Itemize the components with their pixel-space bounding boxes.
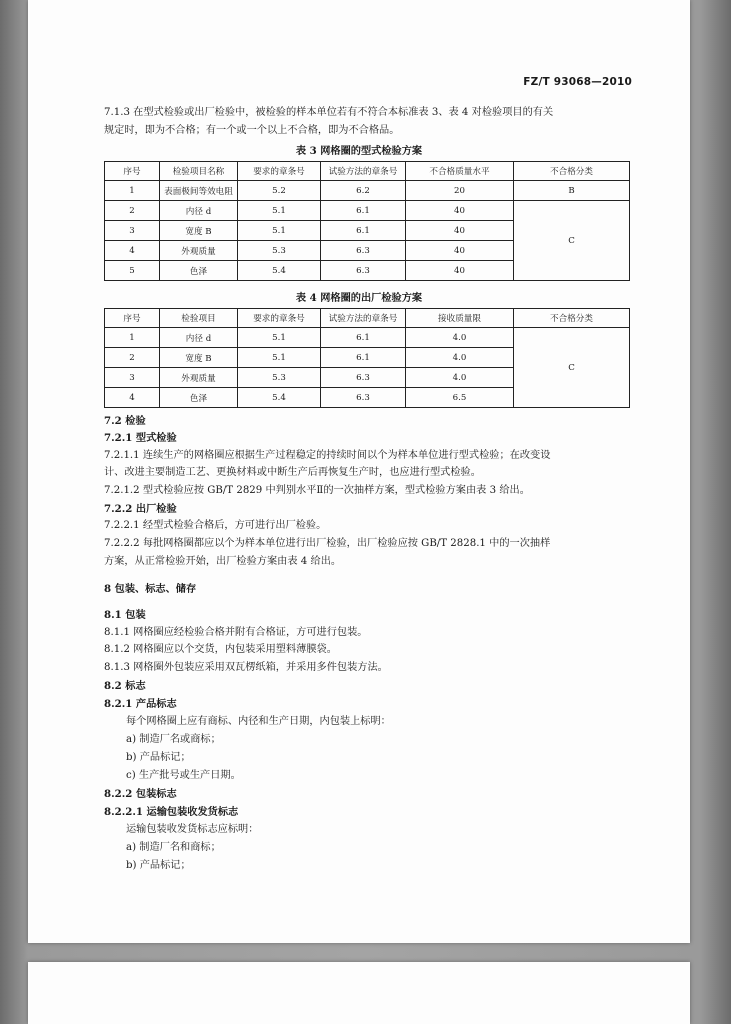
table3-cell: 40 (406, 261, 514, 281)
clause-7-2-2-2-line2: 方案，从正常检验开始，出厂检验方案由表 4 给出。 (104, 556, 342, 567)
table3-header-cell: 序号 (105, 162, 160, 181)
table4-cell: 1 (105, 328, 160, 348)
table4-cell: 5.1 (238, 328, 321, 348)
next-document-page (28, 962, 690, 1024)
table3-cell: 5.4 (238, 261, 321, 281)
table3-cell: 6.3 (321, 241, 406, 261)
table3-cell: 内径 d (160, 201, 238, 221)
table4-caption: 表 4 网格圈的出厂检验方案 (295, 292, 423, 304)
list-item-8-2-1-c: c) 生产批号或生产日期。 (126, 770, 241, 781)
table3-cell: 4 (105, 241, 160, 261)
table3-header-cell: 检验项目名称 (160, 162, 238, 181)
table3-cell: 3 (105, 221, 160, 241)
table4-cell: 4.0 (406, 328, 514, 348)
section-8-heading: 8 包装、标志、储存 (104, 583, 197, 595)
table3-cell: 5.1 (238, 221, 321, 241)
clause-8-1-2: 8.1.2 网格圈应以个交货，内包装采用塑料薄膜袋。 (104, 644, 337, 655)
table3-cell: 2 (105, 201, 160, 221)
table4-cell-merged-class: C (514, 328, 630, 408)
table3-cell: 外观质量 (160, 241, 238, 261)
clause-7-2-1-2: 7.2.1.2 型式检验应按 GB/T 2829 中判别水平Ⅱ的一次抽样方案，型式检验方案由表 3 给出。 (104, 485, 530, 496)
list-item-8-2-2-1-b: b) 产品标记； (126, 860, 191, 871)
table3-cell: B (514, 181, 630, 201)
table3-header-cell: 要求的章条号 (238, 162, 321, 181)
table4-header-cell: 序号 (105, 309, 160, 328)
table4-header-cell: 不合格分类 (514, 309, 630, 328)
table3-cell: 色泽 (160, 261, 238, 281)
table4-cell: 4.0 (406, 348, 514, 368)
table4-cell: 5.4 (238, 388, 321, 408)
table3-cell: 40 (406, 201, 514, 221)
table3-cell-merged-class: C (514, 201, 630, 281)
list-item-8-2-2-1-a: a) 制造厂名和商标； (126, 842, 221, 853)
clause-8-1-1: 8.1.1 网格圈应经检验合格并附有合格证，方可进行包装。 (104, 627, 368, 638)
table4-header-row (105, 309, 630, 328)
table3-cell: 1 (105, 181, 160, 201)
table4-cell: 4.0 (406, 368, 514, 388)
standard-code: FZ/T 93068—2010 (523, 76, 632, 88)
table4-cell: 2 (105, 348, 160, 368)
table4-header-cell: 要求的章条号 (238, 309, 321, 328)
clause-7-2-1-1-line2: 计、改进主要制造工艺、更换材料或中断生产后再恢复生产时，也应进行型式检验。 (104, 467, 481, 478)
table3-row (105, 201, 630, 221)
clause-7-1-3-line1: 7.1.3 在型式检验或出厂检验中，被检验的样本单位若有不符合本标准表 3、表 4 对检验项目的有关 (104, 107, 554, 118)
table3-header-row (105, 162, 630, 181)
table4-cell: 6.3 (321, 368, 406, 388)
section-7-2-heading: 7.2 检验 (104, 415, 146, 427)
table3-cell: 20 (406, 181, 514, 201)
table3-cell: 40 (406, 221, 514, 241)
table4-cell: 3 (105, 368, 160, 388)
table4-cell: 宽度 B (160, 348, 238, 368)
table4 (104, 308, 630, 408)
clause-8-1-3: 8.1.3 网格圈外包装应采用双瓦楞纸箱，并采用多件包装方法。 (104, 662, 388, 673)
list-item-8-2-1-a: a) 制造厂名或商标； (126, 734, 221, 745)
section-8-2-heading: 8.2 标志 (104, 680, 146, 692)
table4-cell: 外观质量 (160, 368, 238, 388)
clause-7-1-3-line2: 规定时，即为不合格；有一个或一个以上不合格，即为不合格品。 (104, 125, 400, 136)
table3-row (105, 181, 630, 201)
clause-8-2-1-text: 每个网格圈上应有商标、内径和生产日期，内包装上标明： (126, 716, 391, 727)
table4-cell: 6.1 (321, 328, 406, 348)
section-8-1-heading: 8.1 包装 (104, 609, 146, 621)
table3-cell: 5 (105, 261, 160, 281)
section-7-2-2-heading: 7.2.2 出厂检验 (104, 503, 177, 515)
section-8-2-1-heading: 8.2.1 产品标志 (104, 698, 177, 710)
clause-7-2-2-1: 7.2.2.1 经型式检验合格后，方可进行出厂检验。 (104, 520, 327, 531)
table4-cell: 5.1 (238, 348, 321, 368)
table4-header-cell: 接收质量限 (406, 309, 514, 328)
clause-7-2-2-2-line1: 7.2.2.2 每批网格圈都应以个为样本单位进行出厂检验，出厂检验应按 GB/T 2828.1 中的一次抽样 (104, 538, 551, 549)
table3 (104, 161, 630, 281)
clause-8-2-2-1-text: 运输包装收发货标志应标明： (126, 824, 259, 835)
table4-cell: 6.3 (321, 388, 406, 408)
table3-cell: 6.1 (321, 201, 406, 221)
table3-cell: 6.2 (321, 181, 406, 201)
table3-caption: 表 3 网格圈的型式检验方案 (295, 145, 423, 157)
table3-cell: 5.1 (238, 201, 321, 221)
section-8-2-2-heading: 8.2.2 包装标志 (104, 788, 177, 800)
table3-cell: 6.1 (321, 221, 406, 241)
table3-cell: 40 (406, 241, 514, 261)
table3-cell: 5.2 (238, 181, 321, 201)
table3-header-cell: 试验方法的章条号 (321, 162, 406, 181)
table3-cell: 6.3 (321, 261, 406, 281)
clause-7-2-1-1-line1: 7.2.1.1 连续生产的网格圈应根据生产过程稳定的持续时间以个为样本单位进行型式检验；在改变设 (104, 450, 551, 461)
table4-cell: 6.5 (406, 388, 514, 408)
table4-header-cell: 试验方法的章条号 (321, 309, 406, 328)
section-7-2-1-heading: 7.2.1 型式检验 (104, 432, 177, 444)
table3-header-cell: 不合格质量水平 (406, 162, 514, 181)
table4-cell: 4 (105, 388, 160, 408)
table4-header-cell: 检验项目 (160, 309, 238, 328)
document-page (28, 0, 690, 943)
table3-cell: 表面极间等效电阻 (160, 181, 238, 201)
table4-row (105, 328, 630, 348)
table4-cell: 色泽 (160, 388, 238, 408)
table3-cell: 宽度 B (160, 221, 238, 241)
table3-cell: 5.3 (238, 241, 321, 261)
list-item-8-2-1-b: b) 产品标记； (126, 752, 191, 763)
section-8-2-2-1-heading: 8.2.2.1 运输包装收发货标志 (104, 806, 239, 818)
table4-cell: 6.1 (321, 348, 406, 368)
table3-header-cell: 不合格分类 (514, 162, 630, 181)
table4-cell: 内径 d (160, 328, 238, 348)
table4-cell: 5.3 (238, 368, 321, 388)
